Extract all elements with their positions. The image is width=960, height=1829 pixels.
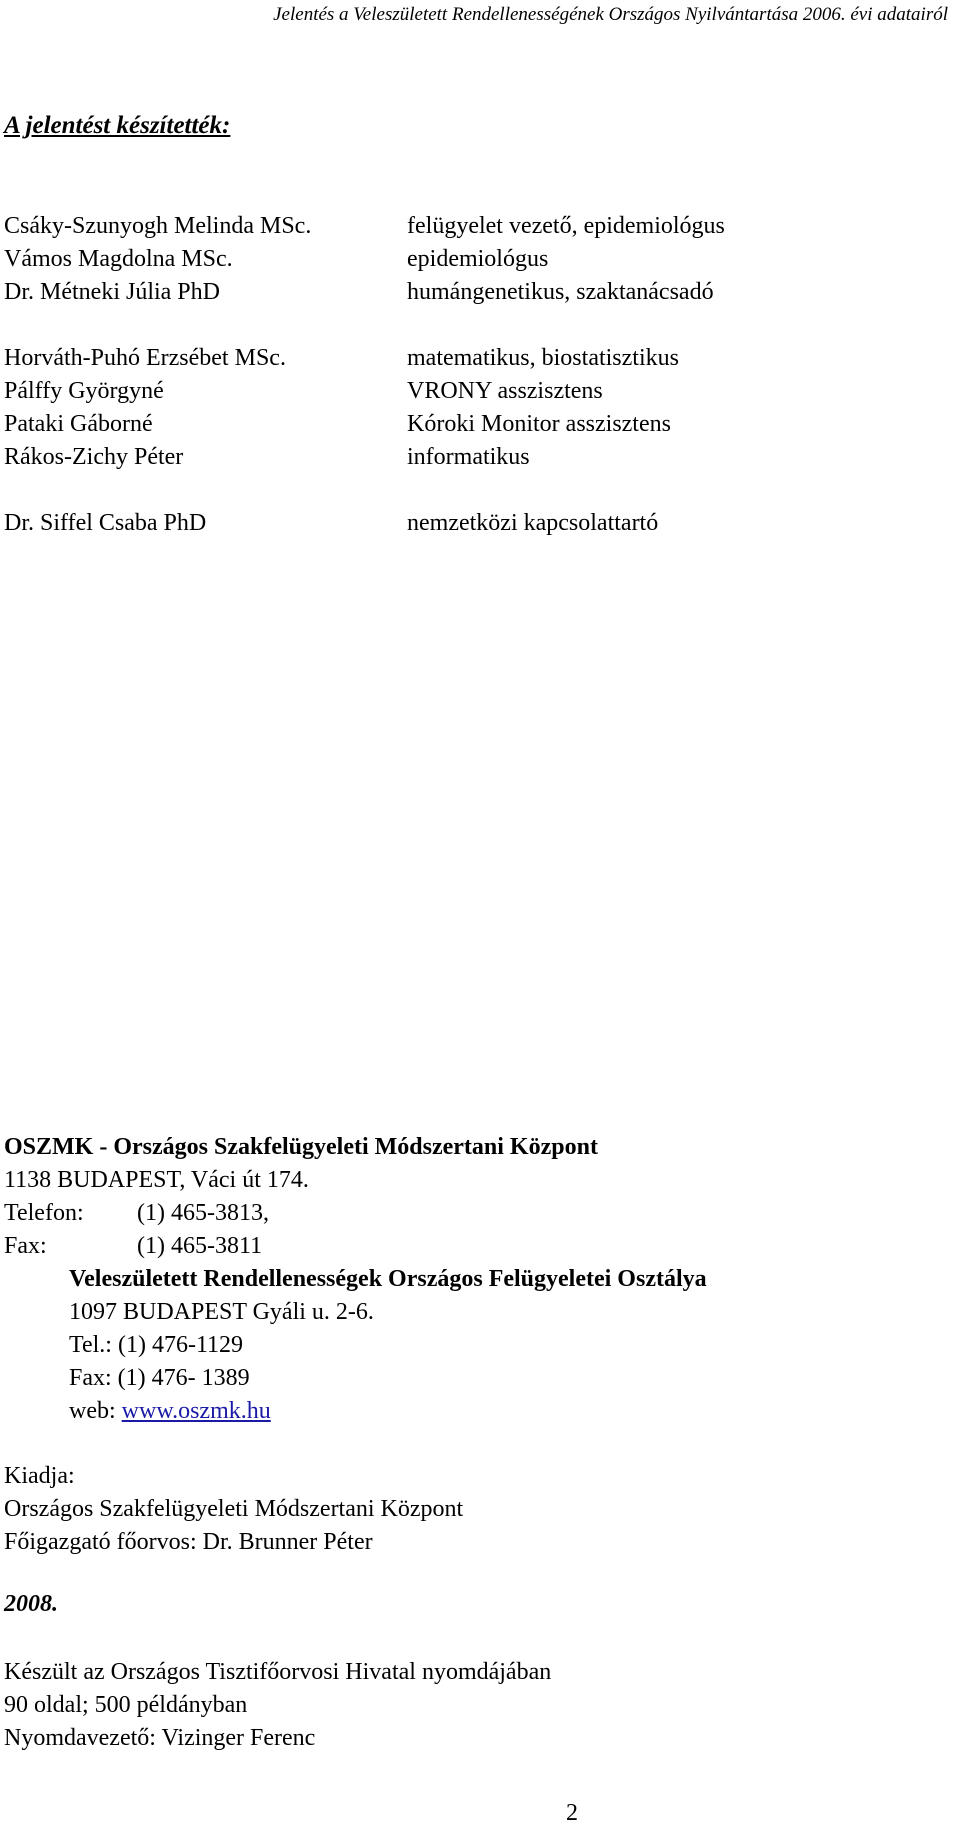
department-name: Veleszületett Rendellenességek Országos Felügyeletei Osztálya — [69, 1266, 707, 1292]
author-names-column — [4, 210, 311, 540]
spacer — [407, 474, 725, 507]
department-tel: Tel.: (1) 476-1129 — [69, 1332, 244, 1358]
author-name: Pálffy Györgyné — [4, 378, 164, 404]
publisher-label: Kiadja: — [4, 1463, 75, 1489]
spacer — [407, 309, 725, 342]
oszmk-fax: (1) 465-3811 — [137, 1233, 263, 1259]
website-link[interactable]: www.oszmk.hu — [121, 1398, 271, 1424]
author-name: Horváth-Puhó Erzsébet MSc. — [4, 345, 286, 371]
printing-line: Készült az Országos Tisztifőorvosi Hivatal nyomdájában — [4, 1659, 552, 1685]
spacer — [4, 474, 311, 507]
author-name: Rákos-Zichy Péter — [4, 444, 184, 470]
author-role: felügyelet vezető, epidemiológus — [407, 213, 725, 239]
oszmk-phone-label: Telefon: — [4, 1200, 84, 1226]
prepared-by-title: A jelentést készítették: — [4, 112, 231, 139]
author-role: epidemiológus — [407, 246, 549, 272]
oszmk-fax-label: Fax: — [4, 1233, 47, 1259]
running-header: Jelentés a Veleszületett Rendellenességének Országos Nyilvántartása 2006. évi adatairól — [273, 4, 948, 25]
department-address: 1097 BUDAPEST Gyáli u. 2-6. — [69, 1299, 374, 1325]
publisher-name: Országos Szakfelügyeleti Módszertani Központ — [4, 1496, 464, 1522]
oszmk-phone: (1) 465-3813, — [137, 1200, 269, 1226]
author-name: Pataki Gáborné — [4, 411, 153, 437]
author-role: humángenetikus, szaktanácsadó — [407, 279, 714, 305]
author-roles-column — [407, 210, 725, 540]
web-label: web: — [69, 1398, 122, 1424]
publication-year: 2008. — [4, 1591, 58, 1617]
department-fax: Fax: (1) 476- 1389 — [69, 1365, 250, 1391]
author-role: Kóroki Monitor asszisztens — [407, 411, 671, 437]
author-name: Dr. Siffel Csaba PhD — [4, 510, 207, 536]
department-web — [69, 1395, 271, 1428]
author-name: Csáky-Szunyogh Melinda MSc. — [4, 213, 312, 239]
page-number: 2 — [566, 1800, 578, 1826]
spacer — [4, 309, 311, 342]
author-name: Vámos Magdolna MSc. — [4, 246, 233, 272]
oszmk-address: 1138 BUDAPEST, Váci út 174. — [4, 1167, 309, 1193]
printing-line: 90 oldal; 500 példányban — [4, 1692, 248, 1718]
author-name: Dr. Métneki Júlia PhD — [4, 279, 220, 305]
author-role: matematikus, biostatisztikus — [407, 345, 679, 371]
author-role: VRONY asszisztens — [407, 378, 603, 404]
publisher-director: Főigazgató főorvos: Dr. Brunner Péter — [4, 1529, 373, 1555]
oszmk-name: OSZMK - Országos Szakfelügyeleti Módszertani Központ — [4, 1134, 598, 1160]
printing-line: Nyomdavezető: Vizinger Ferenc — [4, 1725, 316, 1751]
author-role: informatikus — [407, 444, 530, 470]
author-role: nemzetközi kapcsolattartó — [407, 510, 659, 536]
